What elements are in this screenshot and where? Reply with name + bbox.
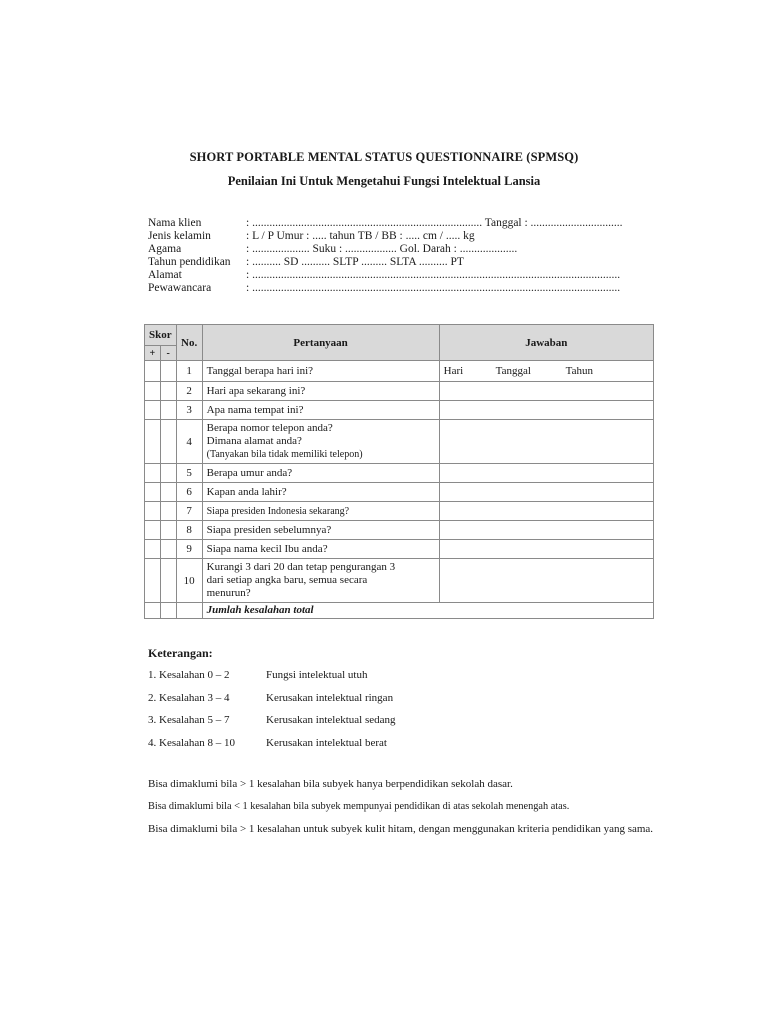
score-minus-cell[interactable] [160,521,176,540]
error-description: Kerusakan intelektual sedang [266,714,396,726]
table-row [145,464,654,483]
error-description: Kerusakan intelektual berat [266,736,387,749]
error-description: Fungsi intelektual utuh [266,669,368,681]
question-cell [202,559,439,603]
answer-cell[interactable] [439,382,653,401]
identity-label: Tahun pendidikan [148,256,231,268]
note-paragraph: Bisa dimaklumi bila > 1 kesalahan bila subyek hanya berpendidikan sekolah dasar. [148,778,513,790]
row-number: 7 [176,502,202,521]
score-plus-cell[interactable] [145,401,161,420]
row-number-empty [176,603,202,619]
header-question: Pertanyaan [202,325,439,361]
question-cell [202,420,439,464]
identity-label: Jenis kelamin [148,230,211,242]
answer-cell[interactable] [439,502,653,521]
question-cell: Kapan anda lahir? [202,483,439,502]
score-minus-cell[interactable] [160,502,176,521]
question-line: dari setiap angka baru, semua secara [206,574,368,586]
list-item [148,669,396,692]
answer-label-tanggal: Tanggal [495,365,531,377]
score-plus-cell[interactable] [145,420,161,464]
score-plus-cell[interactable] [145,483,161,502]
question-line: Kurangi 3 dari 20 dan tetap pengurangan 3 [206,561,396,573]
row-number: 6 [176,483,202,502]
question-line: menurun? [206,587,251,599]
total-plus-cell[interactable] [145,603,161,619]
document-title: SHORT PORTABLE MENTAL STATUS QUESTIONNAIRE (SPMSQ) [189,150,579,164]
error-range: 4. Kesalahan 8 – 10 [148,736,236,749]
identity-value: : .................... Suku : .................. Gol. Darah : .................... [246,243,518,255]
score-plus-cell[interactable] [145,382,161,401]
table-row [145,401,654,420]
table-row [145,540,654,559]
question-line: Berapa nomor telepon anda? [206,422,333,434]
answer-cell[interactable] [439,540,653,559]
row-number: 10 [176,559,202,603]
question-line: (Tanyakan bila tidak memiliki telepon) [206,449,363,460]
identity-value: : ................................................................................................................................ [246,269,621,281]
question-cell: Siapa presiden Indonesia sekarang? [202,502,439,521]
answer-cell[interactable] [439,420,653,464]
header-minus: - [160,346,176,361]
error-range: 3. Kesalahan 5 – 7 [148,714,230,726]
answer-cell[interactable] [439,521,653,540]
client-identity-block [148,217,658,295]
header-answer: Jawaban [439,325,653,361]
score-plus-cell[interactable] [145,559,161,603]
identity-value: : ................................................................................................................................ [246,282,621,294]
score-plus-cell[interactable] [145,540,161,559]
total-minus-cell[interactable] [160,603,176,619]
table-row [145,559,654,603]
document-subtitle: Penilaian Ini Untuk Mengetahui Fungsi Intelektual Lansia [227,174,541,188]
keterangan-title: Keterangan: [148,646,213,660]
header-no: No. [176,325,202,361]
row-number: 9 [176,540,202,559]
table-row [145,521,654,540]
table-row [145,420,654,464]
keterangan-list [148,669,396,759]
row-number: 2 [176,382,202,401]
answer-cell[interactable] [439,401,653,420]
identity-row-name [148,217,658,230]
score-plus-cell[interactable] [145,521,161,540]
identity-row-education [148,256,658,269]
header-plus: + [145,346,161,361]
total-answer-cell[interactable] [439,603,653,619]
score-minus-cell[interactable] [160,540,176,559]
row-number: 1 [176,361,202,382]
question-cell: Hari apa sekarang ini? [202,382,439,401]
question-cell: Siapa presiden sebelumnya? [202,521,439,540]
score-minus-cell[interactable] [160,483,176,502]
total-label: Jumlah kesalahan total [202,603,439,619]
row-number: 8 [176,521,202,540]
score-minus-cell[interactable] [160,420,176,464]
identity-value: : L / P Umur : ..... tahun TB / BB : ..... cm / ..... kg [246,230,475,242]
answer-label-tahun: Tahun [565,365,593,377]
table-row-total [145,603,654,619]
score-minus-cell[interactable] [160,401,176,420]
table-row [145,502,654,521]
notes-block [148,773,658,841]
questionnaire-table [144,324,654,619]
error-range: 1. Kesalahan 0 – 2 [148,669,230,681]
note-paragraph: Bisa dimaklumi bila < 1 kesalahan bila subyek mempunyai pendidikan di atas sekolah menengah atas. [148,800,570,812]
answer-cell[interactable] [439,483,653,502]
score-minus-cell[interactable] [160,559,176,603]
identity-label: Agama [148,243,182,255]
header-skor: Skor [145,325,177,346]
question-line: Dimana alamat anda? [206,435,302,447]
list-item [148,692,396,715]
error-range: 2. Kesalahan 3 – 4 [148,691,230,704]
score-plus-cell[interactable] [145,464,161,483]
question-cell: Tanggal berapa hari ini? [202,361,439,382]
question-cell: Apa nama tempat ini? [202,401,439,420]
row-number: 4 [176,420,202,464]
identity-value: : .......... SD .......... SLTP ......... SLTA .......... PT [246,256,464,268]
row-number: 5 [176,464,202,483]
list-item [148,737,396,760]
row-number: 3 [176,401,202,420]
answer-cell[interactable] [439,464,653,483]
identity-row-interviewer [148,282,658,295]
identity-row-gender [148,230,658,243]
score-plus-cell[interactable] [145,361,161,382]
identity-value: : ................................................................................ Tanggal : ................................ [246,217,623,229]
note-paragraph: Bisa dimaklumi bila > 1 kesalahan untuk subyek kulit hitam, dengan menggunakan kriteria pendidikan yang sama. [148,823,654,835]
answer-cell[interactable] [439,559,653,603]
identity-label: Alamat [148,269,182,281]
score-minus-cell[interactable] [160,382,176,401]
answer-cell[interactable] [439,361,653,382]
identity-label: Pewawancara [148,282,212,294]
table-row [145,483,654,502]
score-minus-cell[interactable] [160,361,176,382]
table-row [145,382,654,401]
score-plus-cell[interactable] [145,502,161,521]
answer-label-hari: Hari [443,365,464,377]
score-minus-cell[interactable] [160,464,176,483]
question-cell: Siapa nama kecil Ibu anda? [202,540,439,559]
error-description: Kerusakan intelektual ringan [266,691,394,704]
identity-row-address [148,269,658,282]
identity-row-religion [148,243,658,256]
table-row [145,361,654,382]
question-cell: Berapa umur anda? [202,464,439,483]
identity-label: Nama klien [148,217,202,229]
list-item [148,714,396,737]
